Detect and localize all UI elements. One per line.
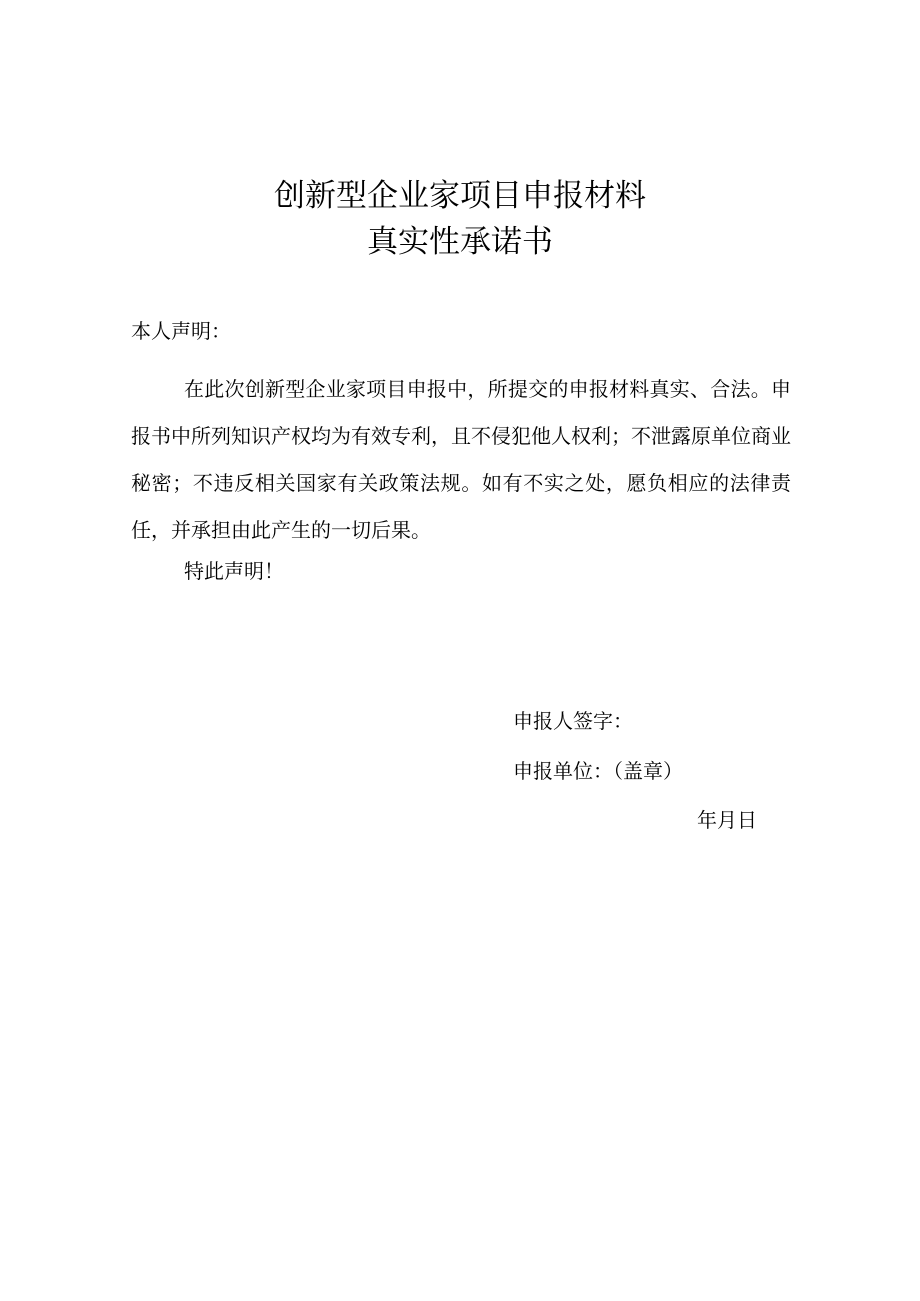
closing-statement: 特此声明！ [184, 559, 284, 583]
declaration-body: 在此次创新型企业家项目申报中，所提交的申报材料真实、合法。申报书中所列知识产权均为有效专利，且不侵犯他人权利；不泄露原单位商业秘密；不违反相关国家有关政策法规。如有不实之处，愿负相应的法律责任，并承担由此产生的一切后果。 [131, 377, 791, 542]
document-title: 创新型企业家项目申报材料 [274, 178, 646, 214]
document-subtitle: 真实性承诺书 [367, 224, 553, 260]
date-label: 年月日 [697, 808, 757, 832]
unit-seal-label: 申报单位：（盖章） [513, 759, 683, 783]
declaration-label: 本人声明： [131, 319, 231, 343]
signature-label: 申报人签字： [513, 709, 633, 733]
